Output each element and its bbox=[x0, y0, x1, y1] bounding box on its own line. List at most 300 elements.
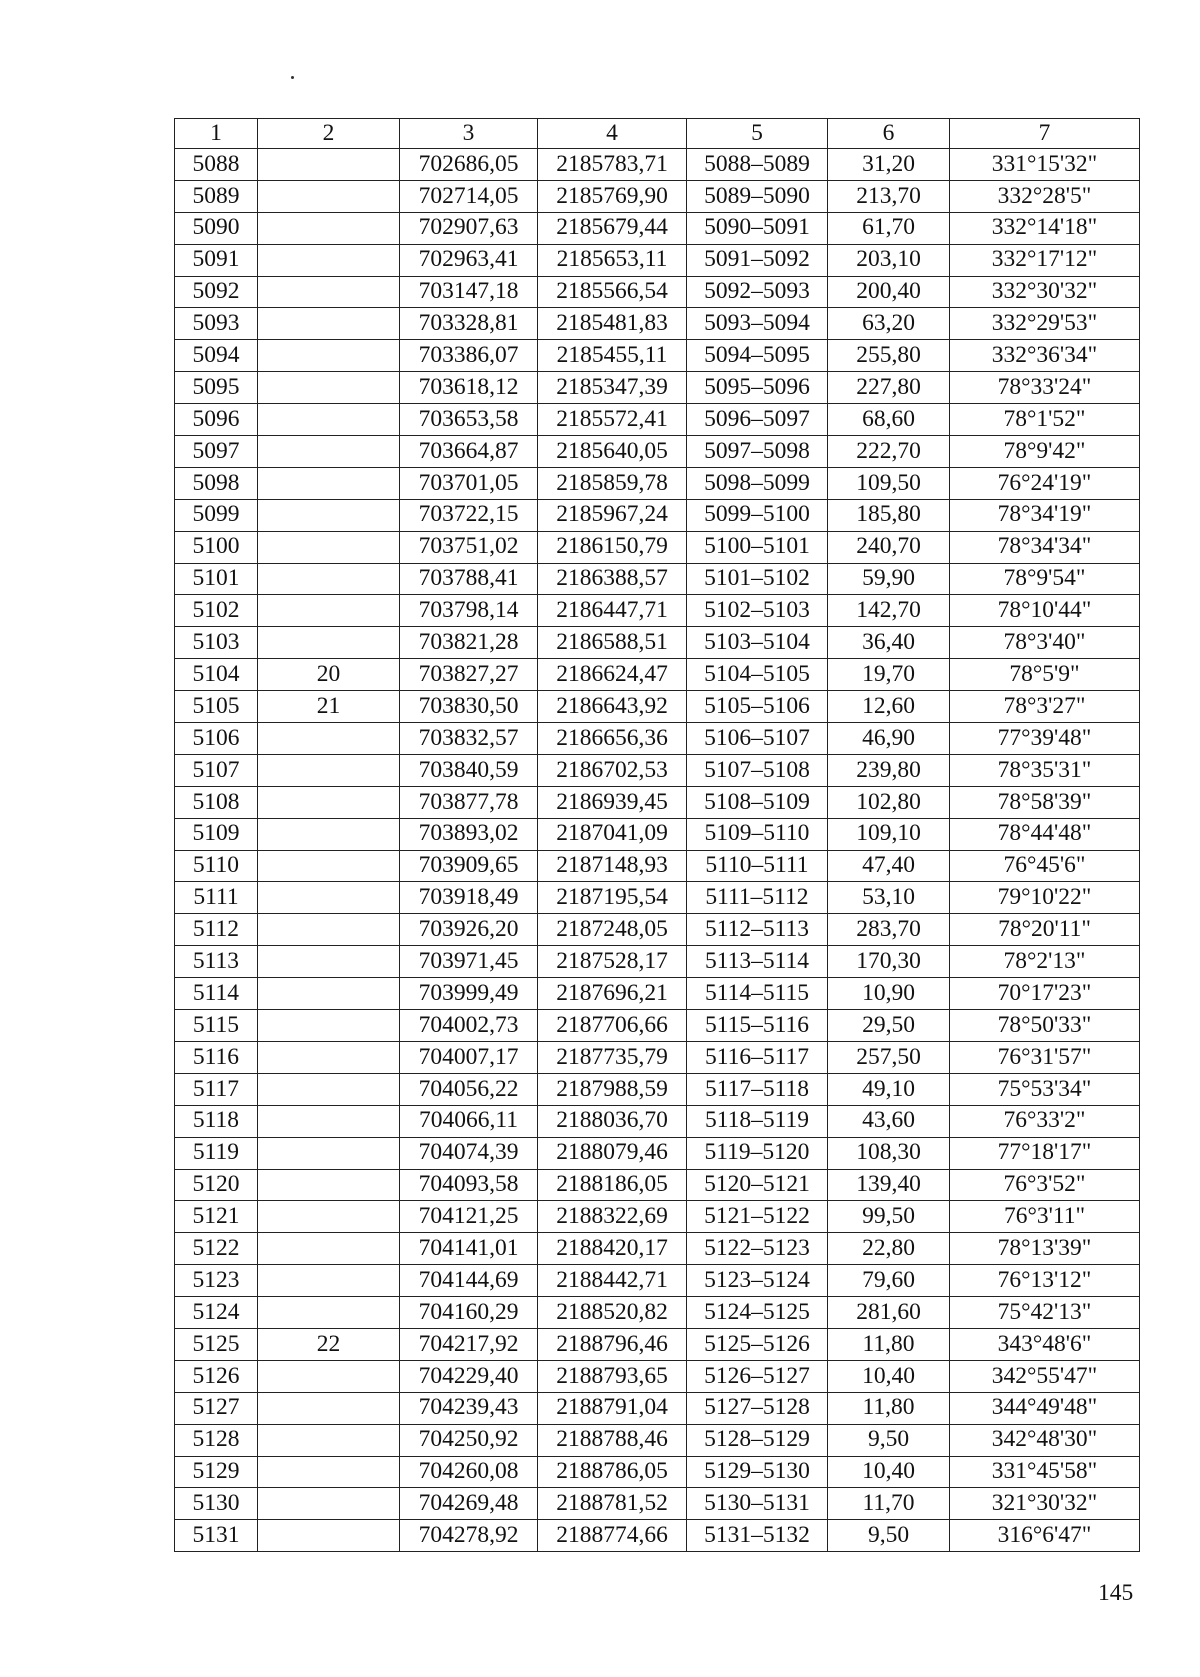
table-cell: 2187696,21 bbox=[538, 978, 687, 1010]
table-cell: 2186447,71 bbox=[538, 595, 687, 627]
table-cell: 5126 bbox=[175, 1360, 258, 1392]
table-cell: 5098–5099 bbox=[687, 467, 828, 499]
table-cell: 5111 bbox=[175, 882, 258, 914]
table-row bbox=[175, 244, 1140, 276]
table-cell bbox=[258, 244, 400, 276]
table-cell: 2187528,17 bbox=[538, 946, 687, 978]
table-cell: 5090–5091 bbox=[687, 212, 828, 244]
table-cell: 78°34'34" bbox=[950, 531, 1140, 563]
table-cell: 5095 bbox=[175, 372, 258, 404]
table-cell bbox=[258, 1105, 400, 1137]
table-cell bbox=[258, 850, 400, 882]
table-cell: 5123–5124 bbox=[687, 1265, 828, 1297]
table-cell: 11,80 bbox=[828, 1328, 950, 1360]
table-cell: 2187195,54 bbox=[538, 882, 687, 914]
table-cell bbox=[258, 595, 400, 627]
table-cell: 5123 bbox=[175, 1265, 258, 1297]
table-cell: 704093,58 bbox=[400, 1169, 538, 1201]
table-cell: 5103–5104 bbox=[687, 627, 828, 659]
table-cell: 5104 bbox=[175, 659, 258, 691]
table-cell: 5116 bbox=[175, 1041, 258, 1073]
table-row bbox=[175, 691, 1140, 723]
table-cell: 5100 bbox=[175, 531, 258, 563]
table-cell: 5108 bbox=[175, 786, 258, 818]
scan-speck bbox=[291, 76, 294, 79]
table-cell: 255,80 bbox=[828, 340, 950, 372]
table-cell bbox=[258, 1424, 400, 1456]
coordinates-table bbox=[174, 118, 1140, 1552]
table-cell: 332°17'12" bbox=[950, 244, 1140, 276]
table-cell: 344°49'48" bbox=[950, 1392, 1140, 1424]
table-cell bbox=[258, 1041, 400, 1073]
table-cell: 5129–5130 bbox=[687, 1456, 828, 1488]
table-cell: 703664,87 bbox=[400, 436, 538, 468]
table-cell: 5108–5109 bbox=[687, 786, 828, 818]
table-cell: 10,40 bbox=[828, 1360, 950, 1392]
table-cell: 704239,43 bbox=[400, 1392, 538, 1424]
table-cell: 239,80 bbox=[828, 754, 950, 786]
table-cell: 5112–5113 bbox=[687, 914, 828, 946]
table-cell: 5110–5111 bbox=[687, 850, 828, 882]
table-row bbox=[175, 436, 1140, 468]
table-cell bbox=[258, 499, 400, 531]
table-cell: 5095–5096 bbox=[687, 372, 828, 404]
table-cell: 78°58'39" bbox=[950, 786, 1140, 818]
table-cell: 331°45'58" bbox=[950, 1456, 1140, 1488]
table-cell bbox=[258, 1169, 400, 1201]
table-cell: 78°2'13" bbox=[950, 946, 1140, 978]
table-cell: 213,70 bbox=[828, 180, 950, 212]
table-cell: 5125 bbox=[175, 1328, 258, 1360]
table-cell: 5112 bbox=[175, 914, 258, 946]
table-row bbox=[175, 850, 1140, 882]
table-cell: 68,60 bbox=[828, 404, 950, 436]
table-cell: 2188796,46 bbox=[538, 1328, 687, 1360]
table-cell: 5103 bbox=[175, 627, 258, 659]
table-cell: 5092–5093 bbox=[687, 276, 828, 308]
table-cell: 5124–5125 bbox=[687, 1297, 828, 1329]
table-cell: 108,30 bbox=[828, 1137, 950, 1169]
table-body bbox=[175, 149, 1140, 1552]
table-cell bbox=[258, 914, 400, 946]
table-cell: 5117–5118 bbox=[687, 1073, 828, 1105]
table-cell: 703830,50 bbox=[400, 691, 538, 723]
table-cell: 78°13'39" bbox=[950, 1233, 1140, 1265]
table-cell: 703926,20 bbox=[400, 914, 538, 946]
table-cell: 78°20'11" bbox=[950, 914, 1140, 946]
table-cell bbox=[258, 818, 400, 850]
column-header: 6 bbox=[828, 119, 950, 149]
table-cell: 704160,29 bbox=[400, 1297, 538, 1329]
table-cell: 76°45'6" bbox=[950, 850, 1140, 882]
table-cell: 78°34'19" bbox=[950, 499, 1140, 531]
table-cell: 5128–5129 bbox=[687, 1424, 828, 1456]
table-cell: 70°17'23" bbox=[950, 978, 1140, 1010]
table-cell: 5120–5121 bbox=[687, 1169, 828, 1201]
table-cell bbox=[258, 627, 400, 659]
table-row bbox=[175, 723, 1140, 755]
table-cell: 79,60 bbox=[828, 1265, 950, 1297]
table-cell bbox=[258, 1201, 400, 1233]
table-cell: 5129 bbox=[175, 1456, 258, 1488]
table-cell bbox=[258, 723, 400, 755]
table-cell: 2188322,69 bbox=[538, 1201, 687, 1233]
table-cell: 704260,08 bbox=[400, 1456, 538, 1488]
table-cell: 5124 bbox=[175, 1297, 258, 1329]
table-cell: 343°48'6" bbox=[950, 1328, 1140, 1360]
table-row bbox=[175, 1233, 1140, 1265]
table-cell: 703701,05 bbox=[400, 467, 538, 499]
table-cell: 5099–5100 bbox=[687, 499, 828, 531]
table-cell: 2185967,24 bbox=[538, 499, 687, 531]
table-cell: 43,60 bbox=[828, 1105, 950, 1137]
table-cell: 99,50 bbox=[828, 1201, 950, 1233]
table-row bbox=[175, 563, 1140, 595]
table-row bbox=[175, 1201, 1140, 1233]
table-cell: 5121–5122 bbox=[687, 1201, 828, 1233]
table-cell: 31,20 bbox=[828, 149, 950, 181]
table-cell: 142,70 bbox=[828, 595, 950, 627]
table-cell: 47,40 bbox=[828, 850, 950, 882]
table-cell: 5089–5090 bbox=[687, 180, 828, 212]
table-cell: 5126–5127 bbox=[687, 1360, 828, 1392]
table-cell: 2185783,71 bbox=[538, 149, 687, 181]
table-cell: 2188420,17 bbox=[538, 1233, 687, 1265]
table-row bbox=[175, 882, 1140, 914]
table-cell: 53,10 bbox=[828, 882, 950, 914]
table-cell: 21 bbox=[258, 691, 400, 723]
table-cell: 78°10'44" bbox=[950, 595, 1140, 627]
table-cell: 2186939,45 bbox=[538, 786, 687, 818]
table-cell: 22 bbox=[258, 1328, 400, 1360]
table-cell: 704066,11 bbox=[400, 1105, 538, 1137]
table-cell: 77°39'48" bbox=[950, 723, 1140, 755]
table-cell: 5105–5106 bbox=[687, 691, 828, 723]
table-cell bbox=[258, 1488, 400, 1520]
table-cell: 704007,17 bbox=[400, 1041, 538, 1073]
table-row bbox=[175, 1041, 1140, 1073]
table-cell: 5102 bbox=[175, 595, 258, 627]
table-row bbox=[175, 1456, 1140, 1488]
table-cell: 5091–5092 bbox=[687, 244, 828, 276]
table-cell: 75°53'34" bbox=[950, 1073, 1140, 1105]
table-cell: 5088–5089 bbox=[687, 149, 828, 181]
table-cell: 2188036,70 bbox=[538, 1105, 687, 1137]
table-cell: 703788,41 bbox=[400, 563, 538, 595]
table-cell: 2186656,36 bbox=[538, 723, 687, 755]
table-header-row bbox=[175, 119, 1140, 149]
table-row bbox=[175, 1105, 1140, 1137]
table-cell: 5093 bbox=[175, 308, 258, 340]
table-cell: 2185481,83 bbox=[538, 308, 687, 340]
table-cell: 20 bbox=[258, 659, 400, 691]
table-cell bbox=[258, 1073, 400, 1105]
table-cell: 5110 bbox=[175, 850, 258, 882]
table-row bbox=[175, 627, 1140, 659]
table-row bbox=[175, 1265, 1140, 1297]
table-row bbox=[175, 1424, 1140, 1456]
table-cell: 281,60 bbox=[828, 1297, 950, 1329]
table-cell: 703909,65 bbox=[400, 850, 538, 882]
table-cell: 704002,73 bbox=[400, 1010, 538, 1042]
table-cell: 5101–5102 bbox=[687, 563, 828, 595]
table-cell: 702686,05 bbox=[400, 149, 538, 181]
table-row bbox=[175, 1392, 1140, 1424]
table-cell: 5119–5120 bbox=[687, 1137, 828, 1169]
table-cell: 5107 bbox=[175, 754, 258, 786]
table-cell: 76°31'57" bbox=[950, 1041, 1140, 1073]
table-cell: 316°6'47" bbox=[950, 1520, 1140, 1552]
table-row bbox=[175, 467, 1140, 499]
table-cell: 5127–5128 bbox=[687, 1392, 828, 1424]
table-cell: 703798,14 bbox=[400, 595, 538, 627]
table-cell: 332°29'53" bbox=[950, 308, 1140, 340]
table-cell: 702963,41 bbox=[400, 244, 538, 276]
table-cell: 5100–5101 bbox=[687, 531, 828, 563]
table-cell: 46,90 bbox=[828, 723, 950, 755]
table-cell bbox=[258, 212, 400, 244]
table-cell: 77°18'17" bbox=[950, 1137, 1140, 1169]
table-cell: 332°28'5" bbox=[950, 180, 1140, 212]
table-cell: 2185859,78 bbox=[538, 467, 687, 499]
table-cell: 331°15'32" bbox=[950, 149, 1140, 181]
table-cell: 5116–5117 bbox=[687, 1041, 828, 1073]
table-cell: 5118 bbox=[175, 1105, 258, 1137]
table-cell bbox=[258, 786, 400, 818]
table-cell: 332°14'18" bbox=[950, 212, 1140, 244]
table-cell: 704229,40 bbox=[400, 1360, 538, 1392]
table-cell: 2186150,79 bbox=[538, 531, 687, 563]
table-cell: 703751,02 bbox=[400, 531, 538, 563]
table-cell: 2185347,39 bbox=[538, 372, 687, 404]
table-cell: 76°13'12" bbox=[950, 1265, 1140, 1297]
table-cell: 5106 bbox=[175, 723, 258, 755]
table-cell: 704278,92 bbox=[400, 1520, 538, 1552]
table-cell: 11,70 bbox=[828, 1488, 950, 1520]
table-cell bbox=[258, 1233, 400, 1265]
table-cell: 5115–5116 bbox=[687, 1010, 828, 1042]
table-cell bbox=[258, 404, 400, 436]
table-cell: 283,70 bbox=[828, 914, 950, 946]
table-cell bbox=[258, 1010, 400, 1042]
table-cell bbox=[258, 978, 400, 1010]
page-number: 145 bbox=[1098, 1580, 1134, 1606]
table-cell: 5119 bbox=[175, 1137, 258, 1169]
table-cell: 2188791,04 bbox=[538, 1392, 687, 1424]
table-cell: 704217,92 bbox=[400, 1328, 538, 1360]
table-cell: 2188442,71 bbox=[538, 1265, 687, 1297]
table-row bbox=[175, 946, 1140, 978]
table-cell: 78°35'31" bbox=[950, 754, 1140, 786]
table-row bbox=[175, 1010, 1140, 1042]
table-cell bbox=[258, 1297, 400, 1329]
table-cell: 5090 bbox=[175, 212, 258, 244]
table-cell: 5121 bbox=[175, 1201, 258, 1233]
table-cell: 12,60 bbox=[828, 691, 950, 723]
table-cell: 240,70 bbox=[828, 531, 950, 563]
table-cell: 5098 bbox=[175, 467, 258, 499]
table-cell: 5104–5105 bbox=[687, 659, 828, 691]
table-cell: 10,90 bbox=[828, 978, 950, 1010]
table-cell: 5114–5115 bbox=[687, 978, 828, 1010]
table-cell: 5128 bbox=[175, 1424, 258, 1456]
table-cell: 63,20 bbox=[828, 308, 950, 340]
column-header: 5 bbox=[687, 119, 828, 149]
column-header: 2 bbox=[258, 119, 400, 149]
table-cell: 5130–5131 bbox=[687, 1488, 828, 1520]
table-cell: 704141,01 bbox=[400, 1233, 538, 1265]
table-cell: 703386,07 bbox=[400, 340, 538, 372]
table-cell: 5089 bbox=[175, 180, 258, 212]
table-cell: 2187248,05 bbox=[538, 914, 687, 946]
table-row bbox=[175, 372, 1140, 404]
table-cell: 78°9'54" bbox=[950, 563, 1140, 595]
table-cell: 2186643,92 bbox=[538, 691, 687, 723]
table-cell: 11,80 bbox=[828, 1392, 950, 1424]
table-cell: 703653,58 bbox=[400, 404, 538, 436]
table-cell: 79°10'22" bbox=[950, 882, 1140, 914]
table-cell: 203,10 bbox=[828, 244, 950, 276]
table-cell: 5099 bbox=[175, 499, 258, 531]
table-row bbox=[175, 276, 1140, 308]
column-header: 7 bbox=[950, 119, 1140, 149]
table-cell: 2188774,66 bbox=[538, 1520, 687, 1552]
table-cell bbox=[258, 946, 400, 978]
table-cell: 61,70 bbox=[828, 212, 950, 244]
table-cell: 2188781,52 bbox=[538, 1488, 687, 1520]
table-cell: 2187041,09 bbox=[538, 818, 687, 850]
table-row bbox=[175, 149, 1140, 181]
table-cell: 2185653,11 bbox=[538, 244, 687, 276]
table-cell bbox=[258, 1265, 400, 1297]
table-cell: 19,70 bbox=[828, 659, 950, 691]
table-cell: 702714,05 bbox=[400, 180, 538, 212]
table-cell: 227,80 bbox=[828, 372, 950, 404]
table-cell: 22,80 bbox=[828, 1233, 950, 1265]
table-cell: 342°55'47" bbox=[950, 1360, 1140, 1392]
table-cell bbox=[258, 372, 400, 404]
table-cell: 5106–5107 bbox=[687, 723, 828, 755]
table-cell: 75°42'13" bbox=[950, 1297, 1140, 1329]
table-cell: 5130 bbox=[175, 1488, 258, 1520]
table-cell bbox=[258, 180, 400, 212]
table-row bbox=[175, 914, 1140, 946]
table-cell: 703827,27 bbox=[400, 659, 538, 691]
table-cell: 703832,57 bbox=[400, 723, 538, 755]
table-cell: 102,80 bbox=[828, 786, 950, 818]
table-cell: 5122 bbox=[175, 1233, 258, 1265]
table-cell: 78°9'42" bbox=[950, 436, 1140, 468]
table-cell: 5107–5108 bbox=[687, 754, 828, 786]
table-row bbox=[175, 1137, 1140, 1169]
table-cell bbox=[258, 149, 400, 181]
table-cell: 5113–5114 bbox=[687, 946, 828, 978]
table-cell: 2188079,46 bbox=[538, 1137, 687, 1169]
table-cell: 703918,49 bbox=[400, 882, 538, 914]
table-cell: 703893,02 bbox=[400, 818, 538, 850]
column-header: 1 bbox=[175, 119, 258, 149]
table-row bbox=[175, 180, 1140, 212]
table-cell: 29,50 bbox=[828, 1010, 950, 1042]
table-cell: 2188520,82 bbox=[538, 1297, 687, 1329]
table-cell: 703328,81 bbox=[400, 308, 538, 340]
table-cell bbox=[258, 1360, 400, 1392]
table-cell: 5102–5103 bbox=[687, 595, 828, 627]
table-cell: 332°30'32" bbox=[950, 276, 1140, 308]
table-cell: 703821,28 bbox=[400, 627, 538, 659]
table-cell bbox=[258, 308, 400, 340]
table-cell: 704269,48 bbox=[400, 1488, 538, 1520]
table-cell: 2187988,59 bbox=[538, 1073, 687, 1105]
table-row bbox=[175, 818, 1140, 850]
table-cell: 703840,59 bbox=[400, 754, 538, 786]
table-row bbox=[175, 531, 1140, 563]
table-cell: 703877,78 bbox=[400, 786, 538, 818]
table-cell: 10,40 bbox=[828, 1456, 950, 1488]
table-cell: 76°3'11" bbox=[950, 1201, 1140, 1233]
table-cell: 5096 bbox=[175, 404, 258, 436]
table-cell: 139,40 bbox=[828, 1169, 950, 1201]
table-cell: 704144,69 bbox=[400, 1265, 538, 1297]
table-cell: 2185769,90 bbox=[538, 180, 687, 212]
table-cell: 2186588,51 bbox=[538, 627, 687, 659]
table-row bbox=[175, 499, 1140, 531]
table-cell: 704121,25 bbox=[400, 1201, 538, 1233]
table-cell: 2185640,05 bbox=[538, 436, 687, 468]
table-cell: 5117 bbox=[175, 1073, 258, 1105]
table-cell: 703722,15 bbox=[400, 499, 538, 531]
table-cell: 5088 bbox=[175, 149, 258, 181]
table-cell: 5120 bbox=[175, 1169, 258, 1201]
table-cell: 5109 bbox=[175, 818, 258, 850]
table-cell: 321°30'32" bbox=[950, 1488, 1140, 1520]
table-cell bbox=[258, 754, 400, 786]
table-row bbox=[175, 786, 1140, 818]
table-cell: 78°1'52" bbox=[950, 404, 1140, 436]
table-cell bbox=[258, 1392, 400, 1424]
table-cell: 5093–5094 bbox=[687, 308, 828, 340]
table-row bbox=[175, 308, 1140, 340]
column-header: 4 bbox=[538, 119, 687, 149]
table-row bbox=[175, 1328, 1140, 1360]
table-cell: 2188786,05 bbox=[538, 1456, 687, 1488]
table-cell bbox=[258, 340, 400, 372]
table-cell: 76°24'19" bbox=[950, 467, 1140, 499]
table-cell: 703147,18 bbox=[400, 276, 538, 308]
table-cell: 5091 bbox=[175, 244, 258, 276]
table-cell: 222,70 bbox=[828, 436, 950, 468]
table-row bbox=[175, 212, 1140, 244]
table-row bbox=[175, 659, 1140, 691]
table-cell: 5094 bbox=[175, 340, 258, 372]
table-cell bbox=[258, 531, 400, 563]
table-cell: 704250,92 bbox=[400, 1424, 538, 1456]
table-cell: 5109–5110 bbox=[687, 818, 828, 850]
table-cell: 2185566,54 bbox=[538, 276, 687, 308]
table-cell: 5111–5112 bbox=[687, 882, 828, 914]
table-cell: 78°3'27" bbox=[950, 691, 1140, 723]
table-cell: 704074,39 bbox=[400, 1137, 538, 1169]
table-cell: 5097–5098 bbox=[687, 436, 828, 468]
table-cell bbox=[258, 1520, 400, 1552]
table-cell: 78°5'9" bbox=[950, 659, 1140, 691]
column-header: 3 bbox=[400, 119, 538, 149]
table-cell: 2186702,53 bbox=[538, 754, 687, 786]
table-cell: 78°50'33" bbox=[950, 1010, 1140, 1042]
table-cell: 36,40 bbox=[828, 627, 950, 659]
table-row bbox=[175, 1520, 1140, 1552]
table-row bbox=[175, 1169, 1140, 1201]
